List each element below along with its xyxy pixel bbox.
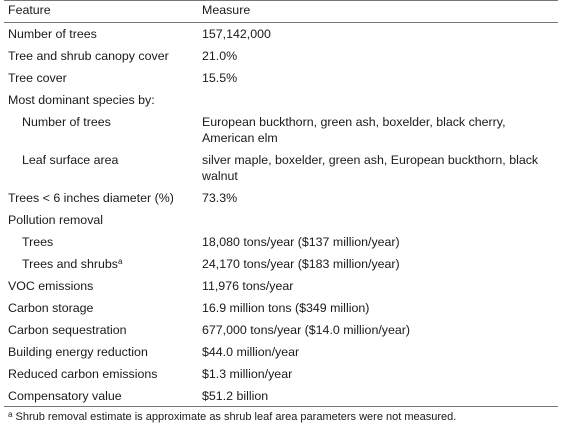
feature-cell [4, 253, 198, 275]
measure-cell: $1.3 million/year [202, 366, 293, 381]
feature-cell: Trees < 6 inches diameter (%) [8, 190, 174, 205]
table-row [4, 67, 558, 89]
footnote-marker: a [8, 410, 13, 419]
table-row [4, 209, 558, 231]
footnote-marker: a [117, 256, 123, 266]
feature-cell: Reduced carbon emissions [8, 366, 158, 381]
feature-column-header: Feature [4, 1, 198, 23]
measure-cell: 677,000 tons/year ($14.0 million/year) [202, 322, 411, 337]
table-row [4, 231, 558, 253]
feature-cell: Building energy reduction [8, 344, 148, 359]
feature-cell: VOC emissions [8, 278, 94, 293]
measure-cell: 21.0% [202, 48, 238, 63]
feature-cell: Carbon sequestration [8, 322, 127, 337]
table-row [4, 297, 558, 319]
measure-cell [198, 89, 558, 111]
feature-cell: Leaf surface area [22, 152, 119, 167]
data-table-container [4, 0, 558, 424]
measure-cell: silver maple, boxelder, green ash, European buckthorn, black walnut [202, 152, 539, 183]
measure-cell: 24,170 tons/year ($183 million/year) [202, 256, 400, 271]
feature-cell: Trees [22, 234, 54, 249]
table-row [4, 111, 558, 149]
measure-cell: 18,080 tons/year ($137 million/year) [202, 234, 400, 249]
table-header-row [4, 1, 558, 23]
table-footnote [4, 407, 558, 424]
feature-cell: Compensatory value [4, 385, 198, 407]
measure-cell: 157,142,000 [202, 27, 271, 41]
table-row [4, 319, 558, 341]
table-row [4, 253, 558, 275]
measure-cell: European buckthorn, green ash, boxelder, black cherry, American elm [202, 114, 506, 145]
table-row [4, 275, 558, 297]
measure-cell: 11,976 tons/year [202, 278, 294, 293]
table-row [4, 187, 558, 209]
measure-column-header: Measure [198, 1, 558, 23]
table-row [4, 89, 558, 111]
feature-cell: Number of trees [22, 114, 111, 129]
feature-text: Trees and shrubs [22, 256, 118, 271]
table-row [4, 385, 558, 407]
measure-cell: $44.0 million/year [202, 344, 300, 359]
feature-cell: Tree and shrub canopy cover [8, 48, 169, 63]
table-row [4, 23, 558, 45]
feature-cell: Carbon storage [8, 300, 94, 315]
feature-cell: Number of trees [8, 27, 97, 41]
table-row [4, 341, 558, 363]
measure-cell: 73.3% [202, 190, 238, 205]
table-row [4, 363, 558, 385]
measure-cell [198, 209, 558, 231]
table-row [4, 45, 558, 67]
footnote-text: Shrub removal estimate is approximate as shrub leaf area parameters were not measured. [12, 411, 457, 423]
measure-cell: $51.2 billion [198, 385, 558, 407]
table-row [4, 149, 558, 187]
feature-cell: Tree cover [8, 70, 67, 85]
feature-cell: Pollution removal [8, 212, 104, 227]
features-table [4, 0, 558, 407]
measure-cell: 16.9 million tons ($349 million) [202, 300, 370, 315]
measure-cell: 15.5% [202, 70, 238, 85]
feature-cell: Most dominant species by: [8, 92, 155, 107]
